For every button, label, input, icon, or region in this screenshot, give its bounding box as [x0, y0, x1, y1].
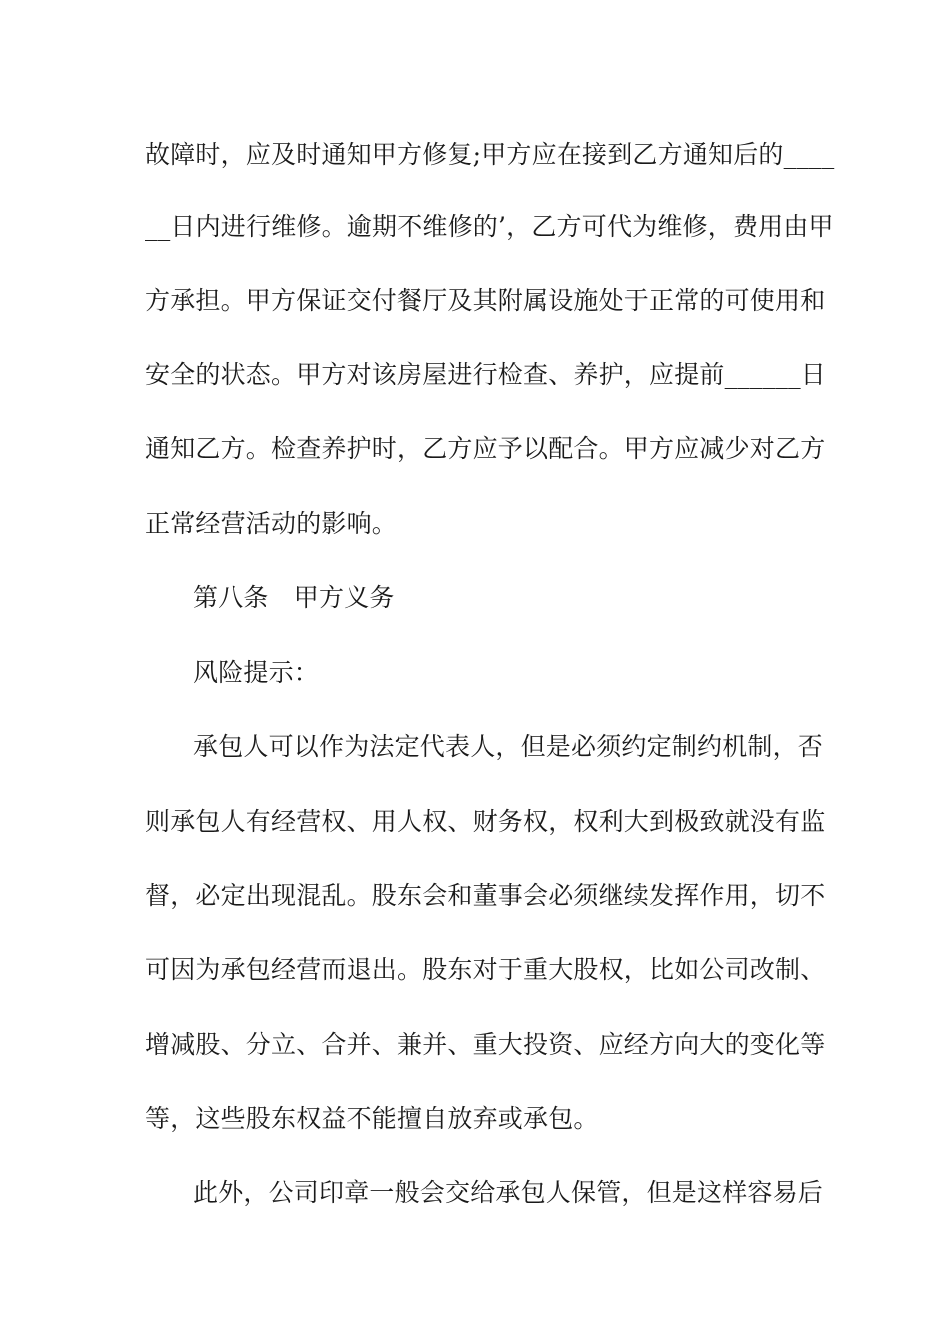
- paragraph-line: 督，必定出现混乱。股东会和董事会必须继续发挥作用，切不: [145, 881, 826, 910]
- paragraph-line: 承包人可以作为法定代表人，但是必须约定制约机制，否: [193, 732, 824, 761]
- section-heading: 第八条 甲方义务: [193, 583, 395, 612]
- paragraph-line: 方承担。甲方保证交付餐厅及其附属设施处于正常的可使用和: [145, 286, 826, 315]
- paragraph-line: 通知乙方。检查养护时，乙方应予以配合。甲方应减少对乙方: [145, 434, 826, 463]
- paragraph-line: 安全的状态。甲方对该房屋进行检查、养护，应提前______日: [145, 360, 827, 389]
- paragraph-line: 故障时，应及时通知甲方修复;甲方应在接到乙方通知后的____: [145, 140, 835, 169]
- paragraph-line: 正常经营活动的影响。: [145, 509, 398, 538]
- paragraph-line: __日内进行维修。逾期不维修的’，乙方可代为维修，费用由甲: [145, 212, 834, 241]
- paragraph-line: 可因为承包经营而退出。股东对于重大股权，比如公司改制、: [145, 955, 826, 984]
- paragraph-line: 此外，公司印章一般会交给承包人保管，但是这样容易后: [193, 1178, 824, 1207]
- risk-notice-label: 风险提示：: [193, 658, 320, 687]
- paragraph-line: 则承包人有经营权、用人权、财务权，权利大到极致就没有监: [145, 807, 826, 836]
- paragraph-line: 等，这些股东权益不能擅自放弃或承包。: [145, 1104, 599, 1133]
- paragraph-line: 增减股、分立、合并、兼并、重大投资、应经方向大的变化等: [145, 1030, 826, 1059]
